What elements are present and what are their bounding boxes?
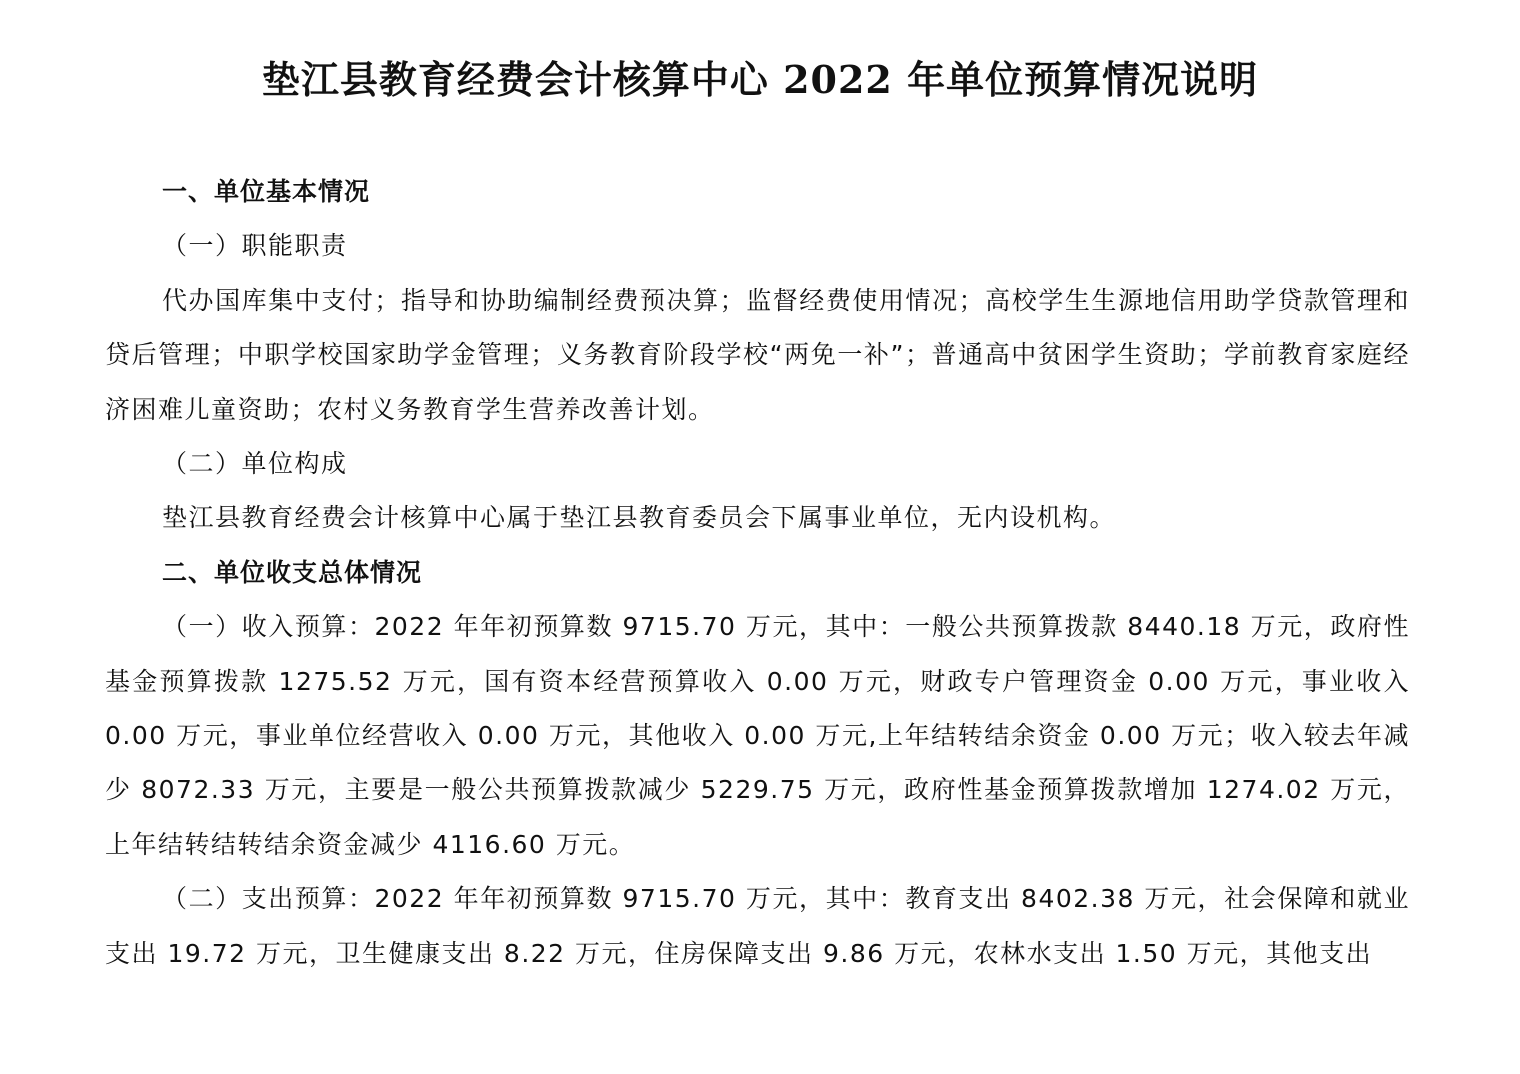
document-body (105, 165, 1410, 981)
paragraph-income-budget: （一）收入预算：2022 年年初预算数 9715.70 万元，其中：一般公共预算拨款 8440.18 万元，政府性基金预算拨款 1275.52 万元，国有资本经营预算收入 0.00 万元，财政专户管理资金 0.00 万元，事业收入 0.00 万元，事业单位经营收入 0.00 万元，其他收入 0.00 万元,上年结转结余资金 0.00 万元；收入较去年减少 8072.33 万元，主要是一般公共预算拨款减少 5229.75 万元，政府性基金预算拨款增加 1274.02 万元，上年结转结转结余资金减少 4116.60 万元。 (105, 612, 1410, 859)
section-heading-basic-info: 一、单位基本情况 (162, 177, 371, 206)
section-heading-budget-overview: 二、单位收支总体情况 (162, 557, 423, 587)
document-title: 垫江县教育经费会计核算中心 2022 年单位预算情况说明 (261, 57, 1259, 102)
paragraph-functions: 代办国库集中支付；指导和协助编制经费预决算；监督经费使用情况；高校学生生源地信用助学贷款管理和贷后管理；中职学校国家助学金管理；义务教育阶段学校“两免一补”；普通高中贫困学生资助；学前教育家庭经济困难儿童资助；农村义务教育学生营养改善计划。 (105, 285, 1410, 424)
subheading-composition: （二）单位构成 (162, 449, 348, 479)
subheading-functions: （一）职能职责 (162, 231, 348, 261)
paragraph-composition: 垫江县教育经费会计核算中心属于垫江县教育委员会下属事业单位，无内设机构。 (162, 503, 1117, 533)
paragraph-expenditure-budget: （二）支出预算：2022 年年初预算数 9715.70 万元，其中：教育支出 8402.38 万元，社会保障和就业支出 19.72 万元，卫生健康支出 8.22 万元，住房保障支出 9.86 万元，农林水支出 1.50 万元，其他支出 (105, 884, 1410, 968)
